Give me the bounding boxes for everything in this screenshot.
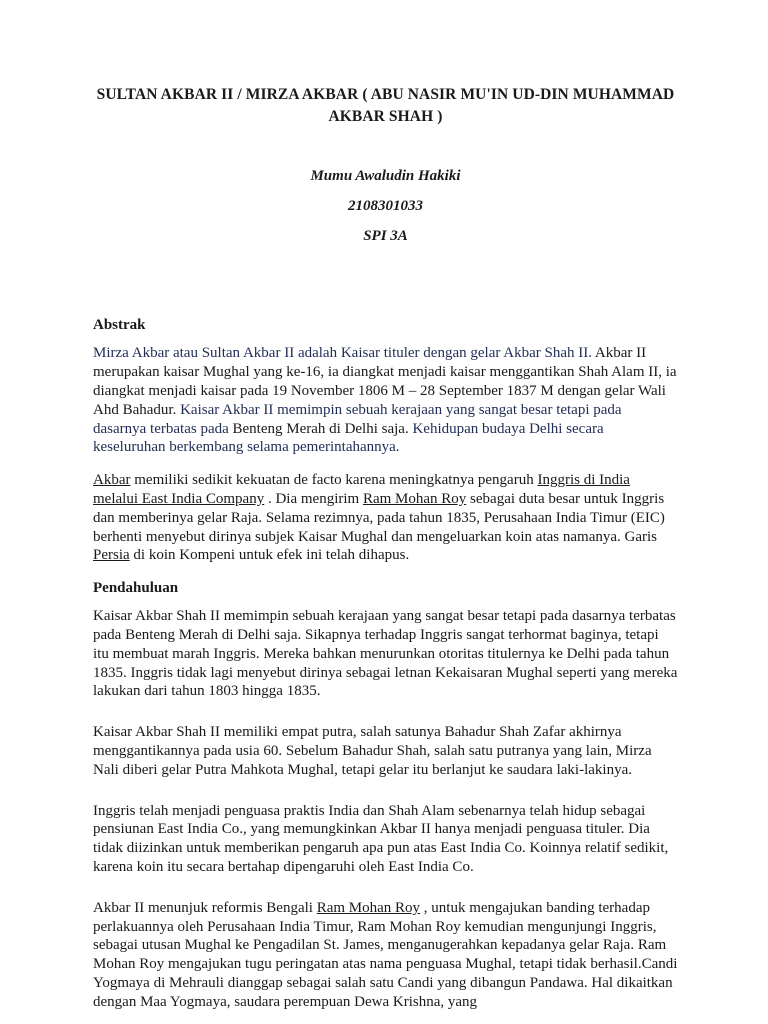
abstract-paragraph-1	[93, 344, 678, 457]
abstract-p2-text-1: memiliki sedikit kekuatan de facto karena meningkatnya pengaruh	[130, 472, 538, 489]
document-title: SULTAN AKBAR II / MIRZA AKBAR ( ABU NASIR MU'IN UD-DIN MUHAMMAD AKBAR SHAH )	[96, 86, 675, 125]
link-persia[interactable]: Persia	[93, 547, 130, 564]
intro-heading: Pendahuluan	[93, 580, 179, 597]
link-ram-mohan-roy[interactable]: Ram Mohan Roy	[362, 490, 467, 507]
link-ram-mohan-roy-2[interactable]: Ram Mohan Roy	[316, 899, 421, 916]
abstract-sentence-4: Benteng Merah di Delhi saja.	[228, 420, 409, 437]
class-label: SPI 3A	[363, 228, 408, 245]
student-id: 2108301033	[348, 198, 423, 215]
abstract-paragraph-2	[93, 471, 678, 565]
intro-p4-text-2: , untuk mengajukan banding terhadap perlakuannya oleh Perusahaan India Timur, Ram Mohan Roy kemudian mengunjungi Inggris, sebagai utusan Mughal ke Pengadilan St. James, menganugerahkan kepadanya gelar Raja. Ram Mohan Roy mengajukan tugu peringatan atas nama penguasa Mughal, tetapi tidak berhasil.Candi Yogmaya di Mehrauli dianggap sebagai salah satu Candi yang dibangun Pandawa. Hal dikaitkan dengan Maa Yogmaya, saudara perempuan Dewa Krishna, yang	[93, 899, 678, 1010]
abstract-sentence-3: Kaisar Akbar II memimpin sebuah kerajaan yang sangat besar tetapi pada dasarnya terbatas pada	[93, 401, 622, 437]
abstract-p2-text-4: di koin Kompeni untuk efek ini telah dihapus.	[129, 547, 410, 564]
abstract-p2-text-3: sebagai duta besar untuk Inggris dan memberinya gelar Raja. Selama rezimnya, pada tahun 1835, Perusahaan India Timur (EIC) berhenti menyebut dirinya subjek Kaisar Mughal dan mengeluarkan koin atas namanya. Garis	[93, 490, 665, 545]
abstract-sentence-5: Kehidupan budaya Delhi secara keseluruhan berkembang selama pemerintahannya	[93, 420, 604, 456]
abstract-heading: Abstrak	[93, 317, 146, 334]
abstract-sentence-1: Mirza Akbar atau Sultan Akbar II adalah Kaisar tituler dengan gelar Akbar Shah II.	[93, 345, 592, 362]
abstract-sentence-2: Akbar II merupakan kaisar Mughal yang ke-16, ia diangkat menjadi kaisar menggantikan Shah Alam II, ia diangkat menjadi kaisar pada 19 November 1806 M – 28 September 1837 M dengan gelar Wali Ahd Bahadur.	[93, 345, 677, 418]
intro-paragraph-3: Inggris telah menjadi penguasa praktis India dan Shah Alam sebenarnya telah hidup sebagai pensiunan East India Co., yang memungkinkan Akbar II hanya menjadi penguasa tituler. Dia tidak diizinkan untuk memberikan pengaruh apa pun atas East India Co. Koinnya relatif sedikit, karena koin itu secara bertahap dipengaruhi oleh East India Co.	[93, 802, 669, 875]
intro-p4-text-1: Akbar II menunjuk reformis Bengali	[93, 899, 317, 916]
abstract-sentence-6: .	[395, 439, 400, 456]
intro-paragraph-2: Kaisar Akbar Shah II memiliki empat putra, salah satunya Bahadur Shah Zafar akhirnya menggantikannya pada usia 60. Sebelum Bahadur Shah, salah satu putranya yang lain, Mirza Nali diberi gelar Putra Mahkota Mughal, tetapi gelar itu berlanjut ke saudara laki-lakinya.	[93, 724, 652, 778]
abstract-p2-text-2: . Dia mengirim	[264, 490, 363, 507]
link-inggris-di-india[interactable]: Inggris di India melalui East India Company	[93, 472, 630, 507]
intro-paragraph-1: Kaisar Akbar Shah II memimpin sebuah kerajaan yang sangat besar tetapi pada dasarnya terbatas pada Benteng Merah di Delhi saja. Sikapnya terhadap Inggris sangat terhormat baginya, tetapi itu membuat marah Inggris. Mereka bahkan menurunkan otoritas titulernya ke Delhi pada tahun 1835. Inggris tidak lagi menyebut dirinya sebagai letnan Kekaisaran Mughal seperti yang mereka lakukan dari tahun 1803 hingga 1835.	[93, 608, 678, 700]
intro-paragraph-4	[93, 899, 678, 1012]
link-akbar[interactable]: Akbar	[93, 472, 131, 489]
author-name: Mumu Awaludin Hakiki	[310, 168, 461, 185]
